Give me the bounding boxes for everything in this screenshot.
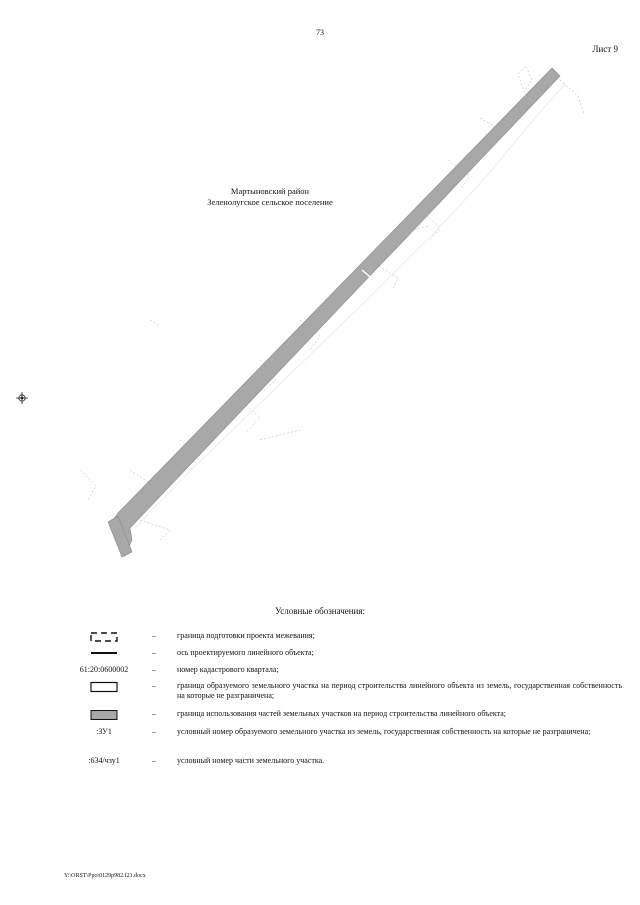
sheet-label: Лист 9 (592, 44, 618, 54)
legend-text: граница подготовки проекта межевания; (177, 631, 315, 640)
north-arrow-compass-icon (16, 392, 28, 404)
page-number: 73 (316, 28, 324, 37)
legend-text: граница использования частей земельных участков на период строительства линейного объекта; (177, 709, 507, 718)
legend-text: условный номер части земельного участка. (177, 756, 325, 765)
legend-symbol-solid-line (60, 648, 148, 661)
legend-symbol-part-number: :634/чзу1 (88, 756, 120, 765)
legend-dash: – (152, 756, 156, 765)
legend-symbol-cadastral-number: 61:20:0600002 (79, 665, 129, 674)
legend-symbol-dashed-rectangle (60, 631, 148, 646)
district-name: Мартыновский район (230, 186, 310, 196)
land-use-corridor (110, 68, 560, 556)
legend-symbol-gray-rectangle (60, 709, 148, 724)
legend-text: номер кадастрового квартала; (177, 665, 279, 674)
document-file-path: Y:\ORST\Ppo\0129p982.f21.docx (64, 873, 146, 879)
legend-title: Условные обозначения: (274, 606, 365, 616)
legend-dash: – (152, 727, 156, 736)
legend-text: граница образуемого земельного участка на период строительства линейного объекта из земель, государственная собственность на которые не разграничена; (177, 681, 622, 700)
legend-text: условный номер образуемого земельного участка из земель, государственная собственность на которые не разграничена; (177, 727, 591, 736)
legend-dash: – (152, 665, 156, 674)
legend-dash: – (152, 709, 156, 718)
legend-symbol-white-rectangle (60, 681, 148, 696)
legend-dash: – (152, 631, 156, 640)
legend-dash: – (152, 648, 156, 657)
settlement-name: Зеленолугское сельское поселение (207, 197, 333, 207)
legend-dash: – (152, 681, 156, 690)
legend-symbol-plot-number: :ЗУ1 (96, 727, 112, 736)
map-area-label (180, 186, 360, 208)
legend-text: ось проектируемого линейного объекта; (177, 648, 314, 657)
